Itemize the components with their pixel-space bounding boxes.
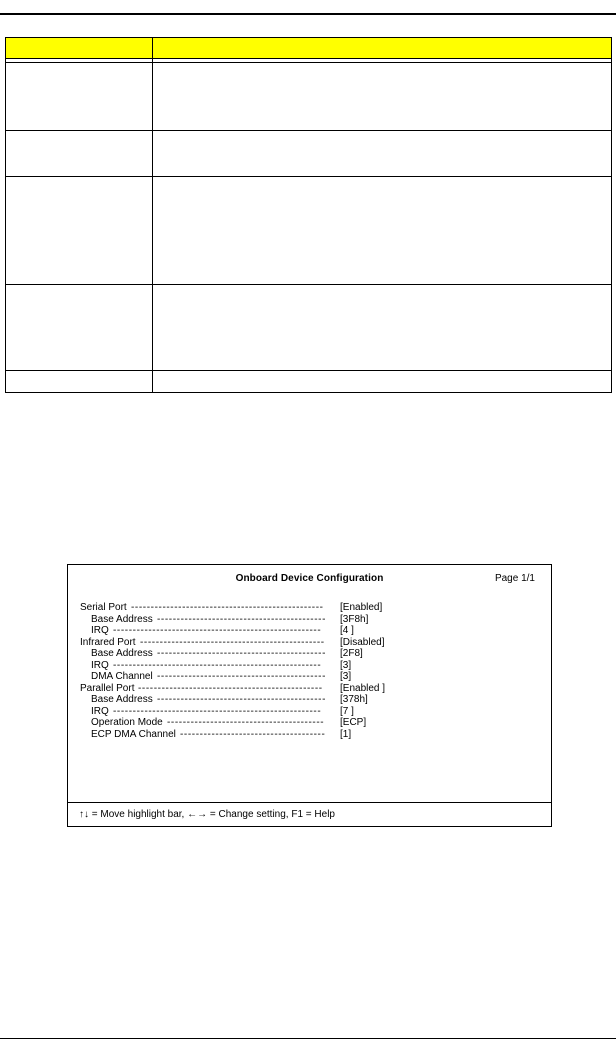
table-cell [6,177,153,285]
bios-setting-value[interactable]: [7 ] [340,705,354,717]
bios-setting-label: Base Address [91,648,153,659]
bios-leader-dots: ------------------------------------------- [157,694,326,705]
bios-setting-label: DMA Channel [91,671,153,682]
bios-setting-value[interactable]: [ECP] [340,717,367,728]
bios-setting-value[interactable]: [3] [340,671,352,682]
bios-setting-value[interactable]: [Disabled] [340,636,385,648]
bios-leader-dots: ------------------------------------------------- [131,602,324,613]
bios-leader-dots: ----------------------------------------------------- [113,705,322,717]
bios-setting-value[interactable]: [4 ] [340,625,354,636]
bios-leader-dots: ------------------------------------------- [157,648,326,659]
bios-leader-dots: ------------------------------------- [180,728,326,740]
bios-setting-row[interactable] [80,694,540,706]
bios-setting-row[interactable] [80,717,540,729]
bios-help-bar: ↑↓ = Move highlight bar, ←→ = Change setting, F1 = Help [79,809,335,820]
table-header-description [153,38,612,59]
bios-page-indicator: Page 1/1 [494,573,535,584]
bios-setting-row[interactable] [80,648,540,660]
bios-setting-label: IRQ [91,659,109,671]
table-cell [153,371,612,393]
table-row [6,131,612,177]
bios-leader-dots: ----------------------------------------------------- [113,659,322,671]
bios-setting-label: Operation Mode [91,717,163,728]
bios-title: Onboard Device Configuration [235,573,384,584]
bios-setting-label: Parallel Port [80,682,135,694]
bios-leader-dots: ---------------------------------------- [167,717,325,728]
bios-setting-value[interactable]: [3] [340,659,352,671]
bios-setting-value[interactable]: [378h] [340,694,368,705]
bios-leader-dots: ----------------------------------------------- [140,636,325,648]
table-cell [153,177,612,285]
table-row [6,371,612,393]
bios-settings-list [80,602,540,740]
bios-setting-label: Serial Port [80,602,127,613]
bios-leader-dots: ----------------------------------------------- [138,682,323,694]
bios-leader-dots: ----------------------------------------------------- [113,625,322,636]
bios-leader-dots: ------------------------------------------- [157,671,326,682]
table-header-parameter [6,38,153,59]
table-cell [6,63,153,131]
bios-setting-row[interactable] [80,602,540,614]
bios-setting-value[interactable]: [1] [340,728,352,740]
bios-setting-row[interactable] [80,660,540,672]
table-cell [6,371,153,393]
table-cell [153,131,612,177]
bios-setting-value[interactable]: [3F8h] [340,613,369,625]
bios-setting-row[interactable] [80,614,540,626]
bios-setting-row[interactable] [80,683,540,695]
bios-setting-row[interactable] [80,729,540,741]
table-cell [153,63,612,131]
bios-setting-label: Base Address [91,613,153,625]
bios-setting-row[interactable] [80,625,540,637]
bios-setting-label: IRQ [91,705,109,717]
table-header-row [6,38,612,59]
bios-setting-value[interactable]: [2F8] [340,648,363,659]
footer-rule [0,1038,616,1039]
table-cell [6,285,153,371]
bios-setting-label: IRQ [91,625,109,636]
table-row [6,177,612,285]
bios-setting-row[interactable] [80,671,540,683]
bios-setting-label: Infrared Port [80,636,136,648]
bios-screen [67,564,552,827]
bios-setting-value[interactable]: [Enabled] [340,602,383,613]
bios-divider [68,802,551,803]
bios-setting-row[interactable] [80,706,540,718]
table-cell [6,131,153,177]
bios-setting-row[interactable] [80,637,540,649]
table-row [6,63,612,131]
table-cell [153,285,612,371]
bios-setting-value[interactable]: [Enabled ] [340,682,386,694]
parameter-table [5,37,612,393]
bios-leader-dots: ------------------------------------------- [157,613,326,625]
table-row [6,285,612,371]
bios-setting-label: ECP DMA Channel [91,728,176,740]
header-rule [0,13,616,15]
bios-setting-label: Base Address [91,694,153,705]
